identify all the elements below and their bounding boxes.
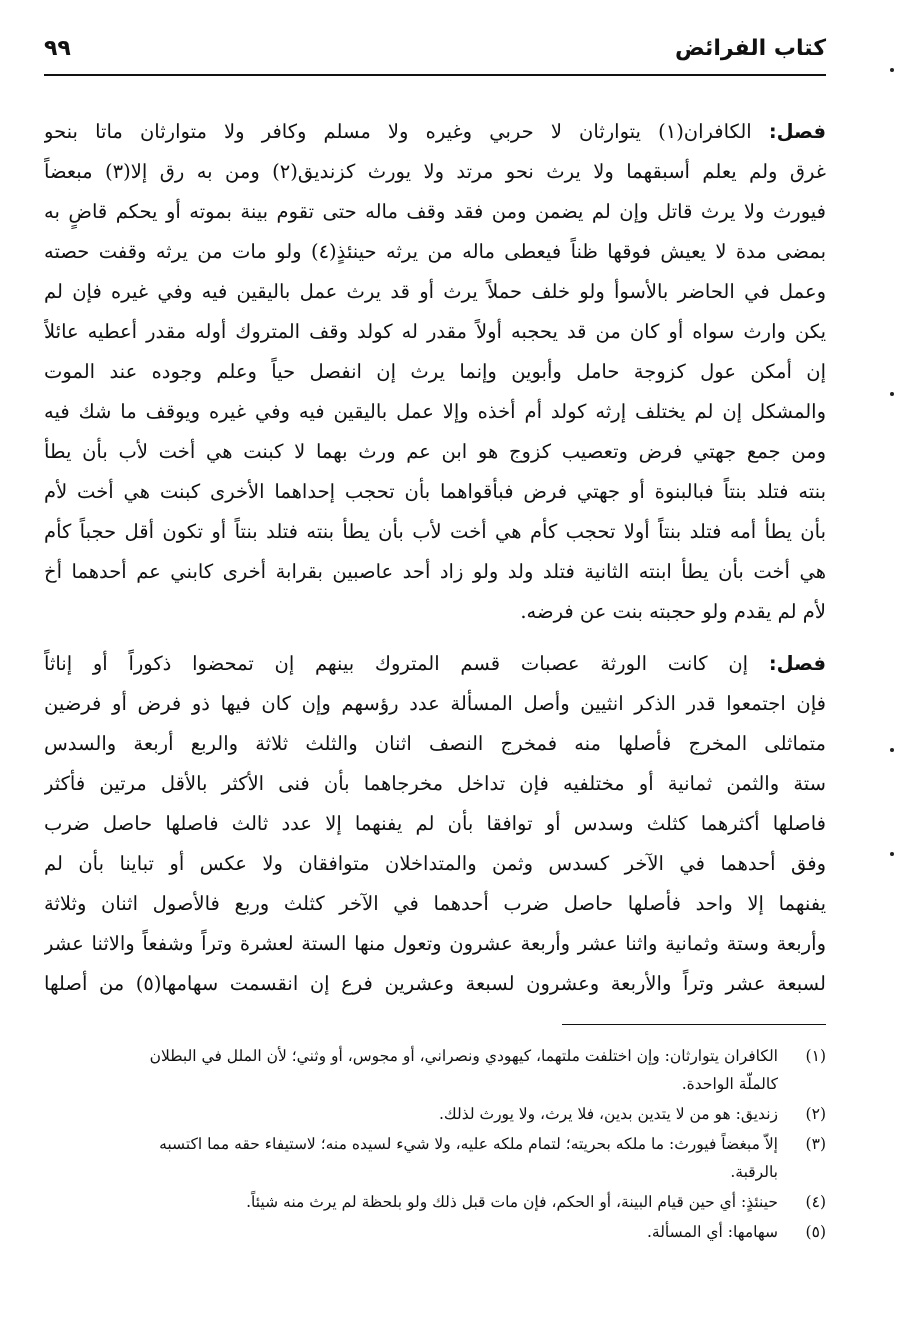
margin-speck bbox=[890, 392, 894, 396]
footnote bbox=[44, 1100, 826, 1128]
footnote bbox=[44, 1188, 826, 1216]
footnotes bbox=[44, 1042, 826, 1248]
text-line: بأن يطأ أمه فتلد بنتاً أولا تحجب كأم هي أخت لأب بأن يطأ بنته فتلد بنتاً أو تكون أقل حجباً كأم bbox=[44, 520, 826, 543]
footnote bbox=[44, 1042, 826, 1098]
text-line: ستة والثمن ثمانية أو مختلفيه فإن تداخل مخرجاهما بأن فنى الأكثر بالأقل مرتين فأكثر bbox=[44, 772, 826, 795]
text-line: والمشكل إن لم يختلف إرثه كولد أم أخذه وإلا عمل باليقين فيه وفي غيره ويوقف ما شك فيه bbox=[44, 400, 826, 423]
text-line: فاصلها أكثرهما كثلث وسدس أو توافقا بأن لم يفنهما إلا عدد ثالث فاصلها حاصل ضرب bbox=[44, 812, 826, 835]
running-title: كتاب الفرائض bbox=[675, 36, 826, 61]
text-line: يفنهما إلا واحد فأصلها حاصل ضرب أحدهما في الآخر كثلث وربع فالأصول اثنان وثلاثة bbox=[44, 892, 826, 915]
text-line bbox=[44, 112, 826, 152]
line-text: إن كانت الورثة عصبات قسم المتروك بينهم إن تمحضوا ذكوراً أو إناثاً bbox=[44, 652, 749, 675]
footnote-text: سهامها: أي المسألة. bbox=[646, 1223, 778, 1241]
line-text: الكافران(١) يتوارثان لا حربي وغيره ولا مسلم وكافر ولا متوارثان ماتا بنحو bbox=[44, 120, 752, 143]
page-number: ٩٩ bbox=[44, 36, 71, 61]
footnote bbox=[44, 1130, 826, 1186]
footnote-text: إلاّ مبغضاً فيورث: ما ملكه بحريته؛ لتمام ملكه عليه، ولا شيء لسيده منه؛ لاستيفاء حقه مما اكتسبه bbox=[159, 1135, 778, 1153]
footnote-rule bbox=[562, 1024, 826, 1025]
footnote-text: بالرقبة. bbox=[730, 1163, 778, 1181]
margin-speck bbox=[890, 852, 894, 856]
text-line: وأربعة وستة وثمانية واثنا عشر وأربعة عشرون وتعول منها الستة لعشرة وتراً وشفعاً والاثنا عشر bbox=[44, 932, 826, 955]
header-rule bbox=[44, 74, 826, 76]
footnote-text: الكافران يتوارثان: وإن اختلفت ملتهما، كيهودي ونصراني، أو مجوس، أو وثني؛ لأن الملل في البطلان bbox=[149, 1047, 778, 1065]
text-line: غرق ولم يعلم أسبقهما ولا يرث نحو مرتد ولا يورث كزنديق(٢) ومن به رق إلا(٣) مبعضاً bbox=[44, 160, 826, 183]
main-text bbox=[44, 112, 826, 1004]
text-line bbox=[44, 644, 826, 684]
text-line: إن أمكن عول كزوجة حامل وأبوين وإنما يرث إن انفصل حياً وعلم وجوده عند الموت bbox=[44, 360, 826, 383]
text-line: متماثلى المخرج فأصلها منه فمخرج النصف اثنان والثلث ثلاثة والربع أربعة والسدس bbox=[44, 732, 826, 755]
text-line: بنته فتلد بنتاً فبالبنوة أو جهتي فرض فبأقواهما بأن تحجب إحداهما الأخرى كبنت هي أخت لأم bbox=[44, 480, 826, 503]
section-label: فصل: bbox=[768, 120, 826, 143]
footnote-number: (٥) bbox=[805, 1223, 826, 1241]
page-header bbox=[44, 28, 826, 72]
footnote-number: (١) bbox=[805, 1047, 826, 1065]
text-line: فإن اجتمعوا قدر الذكر انثيين وأصل المسألة عدد رؤسهم وإن كان فيها ذو فرض أو فرضين bbox=[44, 692, 826, 715]
margin-speck bbox=[890, 68, 894, 72]
text-line: يكن وارث سواه أو كان من قد يحجبه أولاً مقدر له كولد وقف المتروك أوله مقدر أعطيه عائلاً bbox=[44, 320, 826, 343]
text-line: هي أخت بأن يطأ ابنته الثانية فتلد ولد ولو زاد أحد عاصبين بقرابة أخرى كابني عم أحدهما أخ bbox=[44, 560, 826, 583]
footnote-number: (٤) bbox=[805, 1193, 826, 1211]
footnote-text: زنديق: هو من لا يتدين بدين، فلا يرث، ولا يورث لذلك. bbox=[438, 1105, 778, 1123]
section-label: فصل: bbox=[768, 652, 826, 675]
text-line: ومن جمع جهتي فرض وتعصيب كزوج هو ابن عم ورث بهما لا كبنت هي أخت لأب بأن يطأ bbox=[44, 440, 826, 463]
text-line: وعمل في الحاضر بالأسوأ ولو خلف حملاً يرث أو قد يرث عمل باليقين فيه وفي غيره فإن لم bbox=[44, 280, 826, 303]
text-line: فيورث ولا يرث قاتل وإن لم يضمن ومن فقد وقف ماله حتى تقوم بينة بموته أو يحكم قاضٍ به bbox=[44, 200, 826, 223]
text-line: لسبعة عشر وتراً والأربعة وعشرون لسبعة وعشرين فرع إن انقسمت سهامها(٥) من أصلها bbox=[44, 972, 826, 995]
footnote-number: (٣) bbox=[805, 1135, 826, 1153]
text-line: وفق أحدهما في الآخر كسدس وثمن والمتداخلان متوافقان ولا عكس أو تباينا بأن لم bbox=[44, 852, 826, 875]
margin-speck bbox=[890, 748, 894, 752]
footnote bbox=[44, 1218, 826, 1246]
footnote-text: حينئذٍ: أي حين قيام البينة، أو الحكم، فإن مات قبل ذلك ولو بلحظة لم يرث منه شيئاً. bbox=[246, 1193, 778, 1211]
footnote-text: كالملّة الواحدة. bbox=[681, 1075, 778, 1093]
text-line: لأم لم يقدم ولو حجبته بنت عن فرضه. bbox=[520, 600, 826, 623]
text-line: بمضى مدة لا يعيش فوقها ظناً فيعطى ماله من يرثه حينئذٍ(٤) ولو مات من يرثه وقفت حصته bbox=[44, 240, 826, 263]
footnote-number: (٢) bbox=[805, 1105, 826, 1123]
